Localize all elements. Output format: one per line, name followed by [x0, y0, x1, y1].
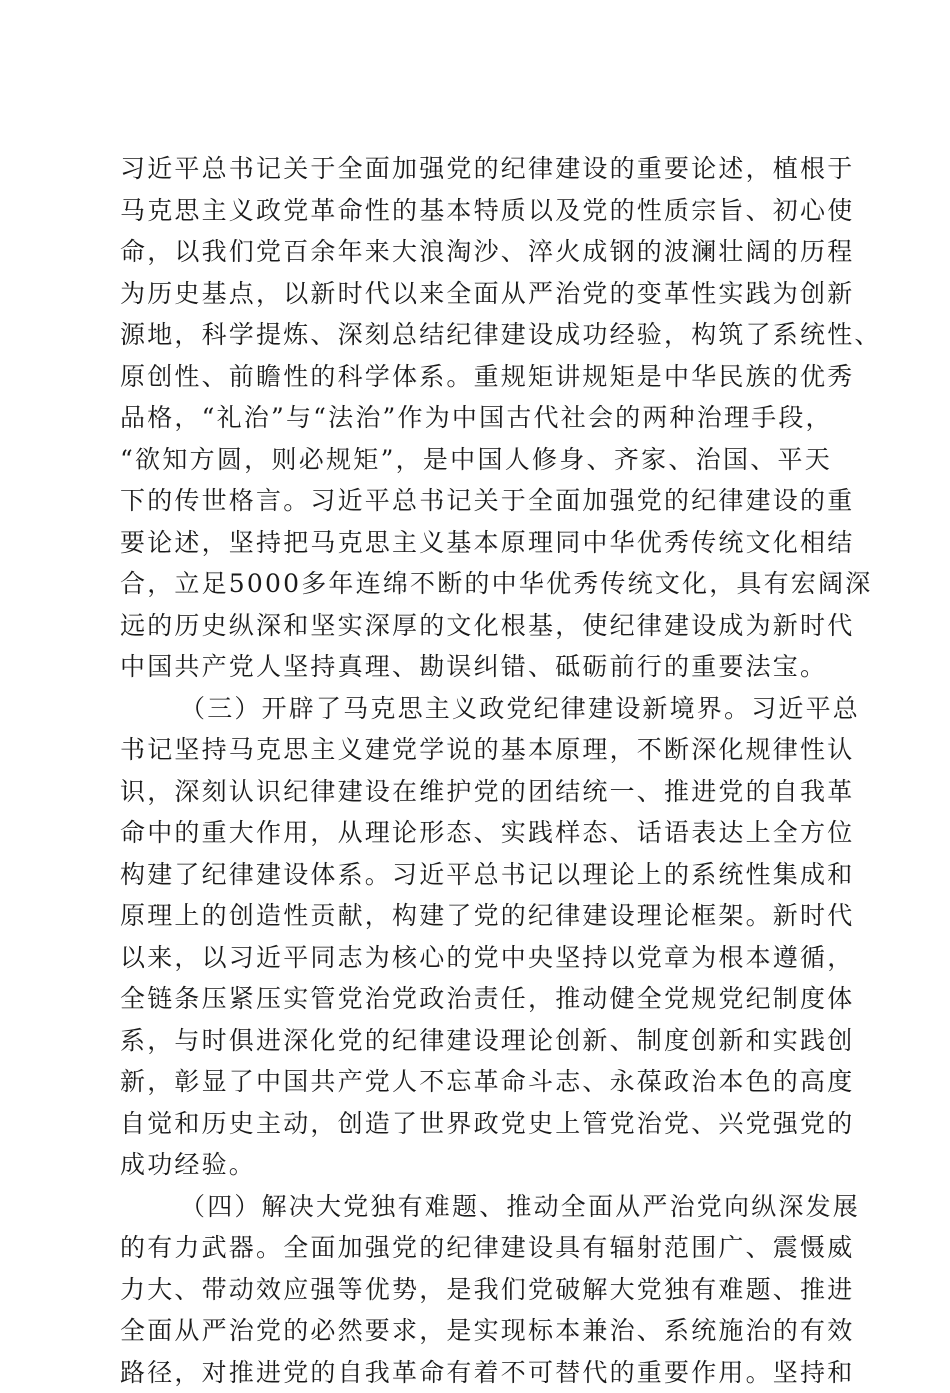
text-line: 习近平总书记关于全面加强党的纪律建设的重要论述，植根于 [120, 148, 832, 190]
text-line: 中国共产党人坚持真理、勘误纠错、砥砺前行的重要法宝。 [120, 646, 832, 688]
text-line: 全面从严治党的必然要求，是实现标本兼治、系统施治的有效 [120, 1310, 832, 1352]
text-line: 自觉和历史主动，创造了世界政党史上管党治党、兴党强党的 [120, 1103, 832, 1145]
text-line: 新，彰显了中国共产党人不忘革命斗志、永葆政治本色的高度 [120, 1061, 832, 1103]
text-line: 品格，“礼治”与“法治”作为中国古代社会的两种治理手段， [120, 397, 832, 439]
text-line: 合，立足5000多年连绵不断的中华优秀传统文化，具有宏阔深 [120, 563, 832, 605]
text-line: 为历史基点，以新时代以来全面从严治党的变革性实践为创新 [120, 273, 832, 315]
text-line: 下的传世格言。习近平总书记关于全面加强党的纪律建设的重 [120, 480, 832, 522]
paragraph-3 [120, 1186, 832, 1393]
text-line: 原理上的创造性贡献，构建了党的纪律建设理论框架。新时代 [120, 895, 832, 937]
text-line: 的有力武器。全面加强党的纪律建设具有辐射范围广、震慑威 [120, 1227, 832, 1269]
text-line: 力大、带动效应强等优势，是我们党破解大党独有难题、推进 [120, 1269, 832, 1311]
text-line: 命，以我们党百余年来大浪淘沙、淬火成钢的波澜壮阔的历程 [120, 231, 832, 273]
text-line: 远的历史纵深和坚实深厚的文化根基，使纪律建设成为新时代 [120, 605, 832, 647]
text-line: 原创性、前瞻性的科学体系。重规矩讲规矩是中华民族的优秀 [120, 356, 832, 398]
text-line: 马克思主义政党革命性的基本特质以及党的性质宗旨、初心使 [120, 190, 832, 232]
paragraph-2 [120, 688, 832, 1186]
section-heading-line: （四）解决大党独有难题、推动全面从严治党向纵深发展 [120, 1186, 832, 1228]
text-line: 要论述，坚持把马克思主义基本原理同中华优秀传统文化相结 [120, 522, 832, 564]
section-heading-line: （三）开辟了马克思主义政党纪律建设新境界。习近平总 [120, 688, 832, 730]
text-line: “欲知方圆，则必规矩”，是中国人修身、齐家、治国、平天 [120, 439, 832, 481]
document-body [120, 148, 832, 1393]
text-line: 以来，以习近平同志为核心的党中央坚持以党章为根本遵循， [120, 937, 832, 979]
text-line: 命中的重大作用，从理论形态、实践样态、话语表达上全方位 [120, 812, 832, 854]
text-line: 书记坚持马克思主义建党学说的基本原理，不断深化规律性认 [120, 729, 832, 771]
text-line: 全链条压紧压实管党治党政治责任，推动健全党规党纪制度体 [120, 978, 832, 1020]
text-line: 系，与时俱进深化党的纪律建设理论创新、制度创新和实践创 [120, 1020, 832, 1062]
text-line: 路径，对推进党的自我革命有着不可替代的重要作用。坚持和 [120, 1352, 832, 1393]
paragraph-1 [120, 148, 832, 688]
text-line: 识，深刻认识纪律建设在维护党的团结统一、推进党的自我革 [120, 771, 832, 813]
text-line: 成功经验。 [120, 1144, 832, 1186]
text-line: 构建了纪律建设体系。习近平总书记以理论上的系统性集成和 [120, 854, 832, 896]
text-line: 源地，科学提炼、深刻总结纪律建设成功经验，构筑了系统性、 [120, 314, 832, 356]
